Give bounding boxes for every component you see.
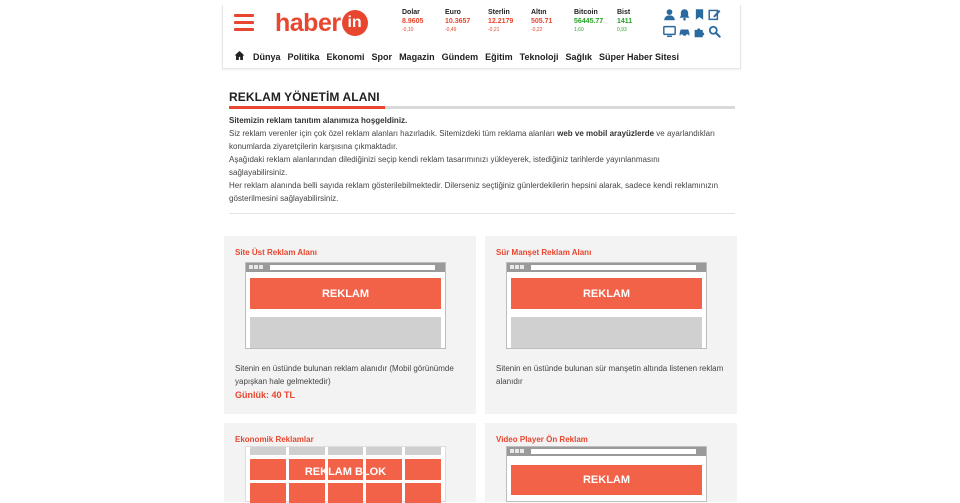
- ad-banner: REKLAM: [511, 278, 702, 309]
- market-value: 10.3657: [445, 18, 471, 25]
- monitor-icon[interactable]: [663, 25, 678, 38]
- market-change: -0,10: [402, 27, 414, 33]
- nav-item-gundem[interactable]: Gündem: [441, 51, 479, 62]
- market-change: 0,93: [617, 27, 627, 33]
- market-value: 505.71: [531, 18, 553, 25]
- intro-text: [229, 114, 719, 205]
- bookmark-icon[interactable]: [693, 8, 708, 21]
- card-description: Sitenin en üstünde bulunan sür manşetin altında listenen reklam alanıdır: [496, 364, 724, 386]
- search-icon[interactable]: [708, 25, 723, 38]
- bell-icon[interactable]: [678, 8, 693, 21]
- logo-text: haber: [275, 9, 341, 37]
- main-nav: [234, 50, 686, 63]
- market-change: 1,60: [574, 27, 584, 33]
- card-price: Günlük: 40 TL: [235, 390, 296, 400]
- menu-icon[interactable]: [234, 14, 254, 31]
- nav-item-saglik[interactable]: Sağlık: [565, 51, 592, 62]
- card-title: Sür Manşet Reklam Alanı: [496, 248, 592, 257]
- market-value: 1411: [617, 18, 633, 25]
- market-ticker: [402, 8, 647, 34]
- market-name: Dolar: [402, 9, 420, 16]
- market-item-altin[interactable]: [531, 8, 574, 34]
- logo-badge: in: [342, 10, 368, 36]
- market-value: 8.9605: [402, 18, 424, 25]
- divider: [229, 213, 735, 214]
- ad-block-label: REKLAM BLOK: [304, 466, 387, 478]
- nav-item-ekonomi[interactable]: Ekonomi: [326, 51, 365, 62]
- market-change: -0,49: [445, 27, 457, 33]
- market-name: Altın: [531, 9, 547, 16]
- intro-welcome: Sitemizin reklam tanıtım alanımıza hoşgeldiniz.: [229, 116, 408, 125]
- market-value: 56445.77: [574, 18, 604, 25]
- market-name: Euro: [445, 9, 461, 16]
- intro-highlight: web ve mobil arayüzlerde: [557, 129, 655, 138]
- intro-line: Her reklam alanında belli sayıda reklam gösterilebilmektedir. Dilerseniz seçtiğiniz günlerdekilerin hepsini alarak, sadece kendi reklamınızın gösterilmesini sağlayabilirsiniz.: [229, 181, 719, 203]
- market-item-bist[interactable]: [617, 8, 647, 34]
- header-icons: [663, 8, 723, 38]
- user-icon[interactable]: [663, 8, 678, 21]
- content-placeholder: [511, 317, 702, 348]
- nav-item-egitim[interactable]: Eğitim: [485, 51, 513, 62]
- nav-item-politika[interactable]: Politika: [287, 51, 320, 62]
- nav-item-teknoloji[interactable]: Teknoloji: [519, 51, 559, 62]
- market-change: -0,22: [531, 27, 543, 33]
- site-header: [222, 5, 741, 69]
- market-item-euro[interactable]: [445, 8, 488, 34]
- nav-item-super-haber[interactable]: Süper Haber Sitesi: [598, 51, 679, 62]
- card-title: Site Üst Reklam Alanı: [235, 248, 317, 257]
- market-name: Bist: [617, 9, 631, 16]
- home-icon[interactable]: [234, 50, 245, 63]
- market-item-bitcoin[interactable]: [574, 8, 617, 34]
- ad-card-site-top[interactable]: [224, 236, 476, 414]
- market-item-sterlin[interactable]: [488, 8, 531, 34]
- intro-line: ve ayarlandıkları konumlarda ziyaretçilerin karşısına çıkmaktadır.: [229, 129, 715, 151]
- ad-card-video-player[interactable]: [485, 423, 737, 502]
- market-change: -0,21: [488, 27, 500, 33]
- page-title: REKLAM YÖNETİM ALANI: [229, 90, 380, 104]
- site-logo[interactable]: [275, 10, 368, 36]
- nav-item-spor[interactable]: Spor: [371, 51, 393, 62]
- market-name: Sterlin: [488, 9, 510, 16]
- market-item-dolar[interactable]: [402, 8, 445, 34]
- market-value: 12.2179: [488, 18, 514, 25]
- intro-line: Siz reklam verenler için çok özel reklam alanları hazırladık. Sitemizdeki tüm reklama alanları: [229, 129, 558, 138]
- ad-preview: [245, 446, 446, 502]
- ad-preview: [245, 262, 446, 349]
- card-title: Ekonomik Reklamlar: [235, 435, 314, 444]
- edit-icon[interactable]: [708, 8, 723, 21]
- ad-card-headline[interactable]: [485, 236, 737, 414]
- puzzle-icon[interactable]: [693, 25, 708, 38]
- ad-card-economic[interactable]: [224, 423, 476, 502]
- content-placeholder: [250, 317, 441, 348]
- market-name: Bitcoin: [574, 9, 598, 16]
- ad-banner: REKLAM: [250, 278, 441, 309]
- title-underline: [229, 106, 735, 109]
- intro-line: Aşağıdaki reklam alanlarından dilediğinizi seçip kendi reklam tasarımınızı yükleyerek, istediğiniz tarihlerde yayınlanmasını sağlayabilirsiniz.: [229, 155, 660, 177]
- card-description: Sitenin en üstünde bulunan reklam alanıdır (Mobil görünümde yapışkan hale gelmektedir): [235, 364, 454, 386]
- car-icon[interactable]: [678, 25, 693, 38]
- card-title: Video Player Ön Reklam: [496, 435, 588, 444]
- ad-preview: [506, 446, 707, 502]
- ad-preview: [506, 262, 707, 349]
- nav-item-dunya[interactable]: Dünya: [253, 51, 281, 62]
- nav-item-magazin[interactable]: Magazin: [399, 51, 435, 62]
- ad-banner: REKLAM: [511, 465, 702, 495]
